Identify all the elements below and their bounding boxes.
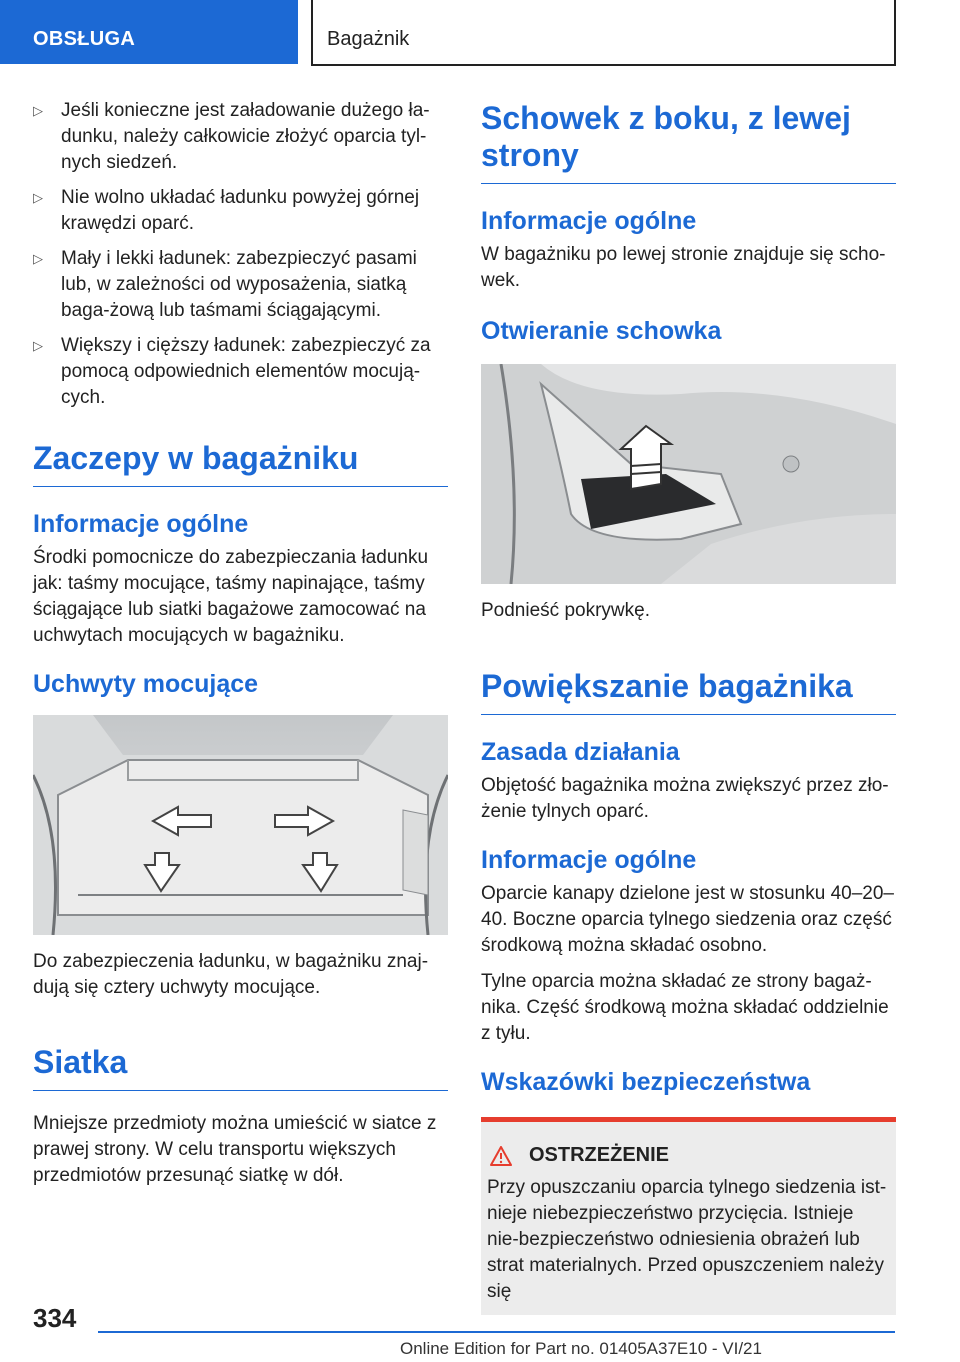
warning-title: OSTRZEŻENIE [529,1144,670,1166]
list-item: ▷ Nie wolno układać ładunku powyżej górnej krawędzi oparć. [33,185,448,237]
paragraph-zasada: Objętość bagażnika można zwiększyć przez zło-żenie tylnych oparć. [481,775,889,822]
paragraph-schowek: W bagażniku po lewej stronie znajduje się scho-wek. [481,244,886,291]
heading-informacje-ogolne-3: Informacje ogólne [481,846,697,874]
paragraph-podzial: Oparcie kanapy dzielone jest w stosunku 40–20–40. Boczne oparcia tylnego siedzenia oraz część środkową można składać osobno. [481,883,894,956]
trunk-illustration [33,715,448,935]
warning-text: Przy opuszczaniu oparcia tylnego siedzenia ist-nieje niebezpieczeństwo przycięcia. Istnieje nie-bezpieczeństwo odniesienia obrażeń lub strat materialnych. Przed opuszczeniem należy się [487,1177,887,1302]
section-tab: OBSŁUGA [0,0,298,64]
footer-divider [98,1331,895,1333]
paragraph-uchwyty: Do zabezpieczenia ładunku, w bagażniku znaj-dują się cztery uchwyty mocujące. [33,951,429,998]
page-number: 334 [33,1303,77,1333]
warning-triangle-icon [490,1146,512,1166]
heading-uchwyty: Uchwyty mocujące [33,670,259,698]
paragraph-informacje: Środki pomocnicze do zabezpieczania ładunku jak: taśmy mocujące, taśmy napinające, taśmy ściągające lub siatki bagażowe zamocować na uchwytach mocujących w bagażniku. [33,547,429,646]
list-item: ▷ Mały i lekki ładunek: zabezpieczyć pasami lub, w zależności od wyposażenia, siatką baga-żową lub taśmami ściągającymi. [33,246,448,324]
bullet-list [33,98,448,411]
chapter-title: Bagażnik [311,0,896,66]
triangle-right-icon: ▷ [33,103,43,118]
storage-image [481,364,896,584]
left-column [33,98,448,1189]
warning-header [487,1144,888,1167]
heading-wskazowki: Wskazówki bezpieczeństwa [481,1068,811,1096]
warning-box [481,1117,896,1315]
heading-informacje-ogolne: Informacje ogólne [33,510,249,538]
trunk-image [33,715,448,935]
paragraph-otwieranie: Podnieść pokrywkę. [481,600,650,621]
heading-otwieranie: Otwieranie schowka [481,317,722,345]
heading-zasada: Zasada działania [481,738,680,766]
footer-edition: Online Edition for Part no. 01405A37E10 - VI/21 [400,1339,762,1358]
triangle-right-icon: ▷ [33,338,43,353]
heading-powiekszanie: Powiększanie bagażnika [481,668,896,715]
paragraph-skladanie: Tylne oparcia można składać ze strony bagaż-nika. Część środkową można składać oddzielnie z tyłu. [481,971,889,1044]
right-column [481,98,896,1315]
storage-illustration [481,364,896,584]
heading-siatka: Siatka [33,1044,448,1091]
heading-informacje-ogolne-2: Informacje ogólne [481,207,697,235]
paragraph-siatka: Mniejsze przedmioty można umieścić w siatce z prawej strony. W celu transportu większych przedmiotów przesunąć siatkę w dół. [33,1113,437,1186]
triangle-right-icon: ▷ [33,251,43,266]
list-item: ▷ Większy i cięższy ładunek: zabezpieczyć za pomocą odpowiednich elementów mocują-cych. [33,333,448,411]
heading-schowek: Schowek z boku, z lewej strony [481,100,896,184]
heading-zaczepy: Zaczepy w bagażniku [33,440,448,487]
list-item: ▷ Jeśli konieczne jest załadowanie dużego ła-dunku, należy całkowicie złożyć oparcia tyl-nych siedzeń. [33,98,448,176]
triangle-right-icon: ▷ [33,190,43,205]
